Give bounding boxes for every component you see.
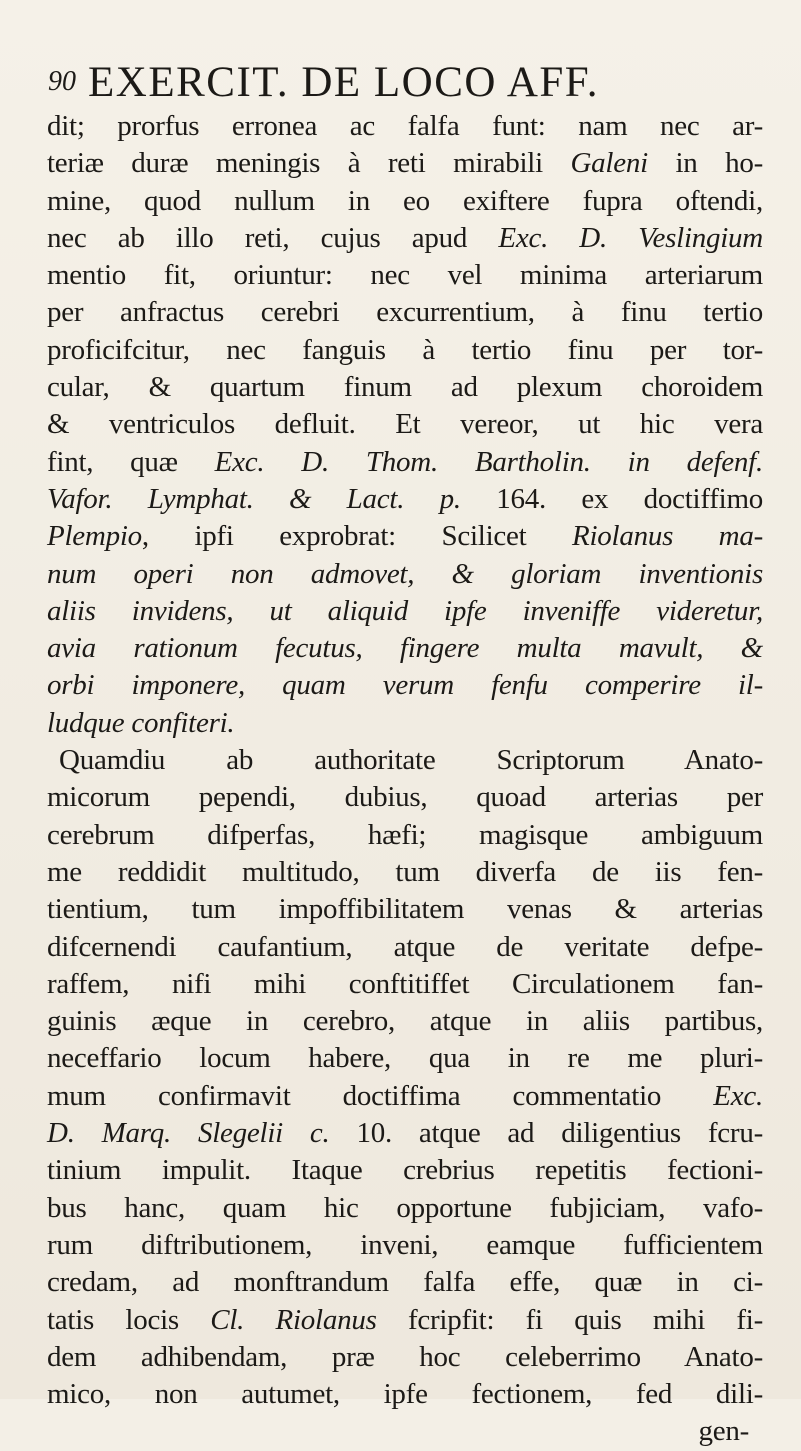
text-line — [47, 966, 763, 1003]
text-line — [47, 108, 763, 145]
text-line — [47, 556, 763, 593]
catchword: gen- — [698, 1415, 749, 1448]
text-run: fcripfit: fi quis mihi fi- — [376, 1303, 764, 1336]
text-run: micorum pependi, dubius, quoad arterias per — [47, 781, 763, 814]
text-run: tientium, tum impoffibilitatem venas & arterias — [47, 893, 763, 926]
text-run: , ipfi exprobrat: Scilicet — [141, 520, 572, 553]
running-head: EXERCIT. DE LOCO AFF. — [88, 59, 600, 106]
text-line — [47, 1003, 763, 1040]
text-line — [47, 630, 763, 667]
text-line — [47, 1190, 763, 1227]
italic-text-run: Cl. Riolanus — [210, 1303, 377, 1336]
text-run: dit; prorfus erronea ac falfa funt: nam nec ar- — [47, 110, 763, 142]
text-line — [47, 1376, 763, 1413]
text-run: mico, non autumet, ipfe fectionem, fed dili- — [47, 1378, 763, 1411]
text-line — [47, 779, 763, 816]
page-number: 90 — [48, 66, 76, 97]
italic-text-run: Plempio — [47, 520, 142, 553]
text-line — [47, 1227, 763, 1264]
text-line — [47, 444, 763, 481]
italic-text-run: num operi non admovet, & gloriam inventionis — [47, 557, 763, 590]
text-run: cular, & quartum finum ad plexum choroidem — [47, 371, 763, 404]
text-run: in ho- — [647, 147, 763, 180]
text-line — [47, 817, 763, 854]
text-line — [47, 1152, 763, 1189]
italic-text-run: Galeni — [570, 147, 648, 180]
text-line — [47, 1302, 763, 1339]
text-line — [47, 854, 763, 891]
text-run: nec ab illo reti, cujus apud — [47, 221, 499, 254]
text-line — [47, 1115, 763, 1152]
text-line — [47, 593, 763, 630]
text-run: & ventriculos defluit. Et vereor, ut hic vera — [47, 408, 763, 441]
text-run: tinium impulit. Itaque crebrius repetitis fectioni- — [47, 1154, 763, 1187]
text-line — [47, 929, 763, 966]
text-run: tatis locis — [47, 1303, 211, 1336]
text-run: guinis æque in cerebro, atque in aliis partibus, — [47, 1005, 763, 1038]
text-body — [47, 108, 763, 1451]
text-line — [47, 369, 763, 406]
text-run: mine, quod nullum in eo exiftere fupra oftendi, — [47, 184, 763, 217]
text-run: mum confirmavit doctiffima commentatio — [47, 1079, 714, 1112]
italic-text-run: orbi imponere, quam verum fenfu comperire il- — [47, 669, 763, 702]
text-line — [47, 742, 763, 779]
italic-text-run: aliis invidens, ut aliquid ipfe inveniffe videretur, — [47, 594, 763, 627]
text-run: 164. ex doctiffimo — [460, 482, 763, 515]
text-line — [47, 891, 763, 928]
text-run: difcernendi caufantium, atque de veritate defpe- — [47, 930, 763, 963]
text-line — [47, 1078, 763, 1115]
text-run: credam, ad monftrandum falfa effe, quæ in ci- — [47, 1266, 763, 1299]
italic-text-run: Exc. D. Thom. Bartholin. in defenf. — [214, 445, 763, 478]
text-run: bus hanc, quam hic opportune fubjiciam, vafo- — [47, 1191, 763, 1224]
italic-text-run: Exc. — [713, 1079, 763, 1112]
text-run: rum diftributionem, inveni, eamque fufficientem — [47, 1228, 763, 1261]
text-run: mentio fit, oriuntur: nec vel minima arteriarum — [47, 259, 763, 292]
italic-text-run: Exc. D. Veslingium — [498, 221, 763, 254]
text-run: dem adhibendam, præ hoc celeberrimo Anato- — [47, 1340, 763, 1373]
text-run: me reddidit multitudo, tum diverfa de iis fen- — [47, 855, 763, 888]
text-line — [47, 294, 763, 331]
text-run: teriæ duræ meningis à reti mirabili — [47, 147, 571, 180]
italic-text-run: Vafor. Lymphat. & Lact. p. — [47, 482, 461, 515]
text-line — [47, 145, 763, 182]
italic-text-run: D. Marq. Slegelii c. — [47, 1117, 330, 1150]
text-line — [47, 1339, 763, 1376]
italic-text-run: Riolanus ma- — [571, 520, 763, 553]
text-run: cerebrum difperfas, hæfi; magisque ambiguum — [47, 818, 763, 851]
text-line — [47, 183, 763, 220]
text-line — [47, 1040, 763, 1077]
text-line — [47, 220, 763, 257]
text-line — [47, 705, 763, 742]
text-line — [47, 667, 763, 704]
text-line — [47, 257, 763, 294]
italic-text-run: avia rationum fecutus, fingere multa mavult, & — [47, 632, 763, 665]
text-run: neceffario locum habere, qua in re me pluri- — [47, 1042, 763, 1075]
page-header — [48, 58, 761, 104]
text-line — [47, 481, 763, 518]
text-run: proficifcitur, nec fanguis à tertio finu per tor- — [47, 333, 763, 366]
text-line — [47, 518, 763, 555]
text-run: fint, quæ — [47, 445, 215, 478]
text-run: raffem, nifi mihi conftitiffet Circulationem fan- — [47, 967, 763, 1000]
text-run: Quamdiu ab authoritate Scriptorum Anato- — [59, 744, 763, 777]
text-line — [47, 332, 763, 369]
text-run: 10. atque ad diligentius fcru- — [329, 1117, 763, 1150]
text-line — [47, 406, 763, 443]
text-run: per anfractus cerebri excurrentium, à finu tertio — [47, 296, 763, 329]
italic-text-run: ludque confiteri. — [47, 706, 235, 739]
text-line — [47, 1264, 763, 1301]
